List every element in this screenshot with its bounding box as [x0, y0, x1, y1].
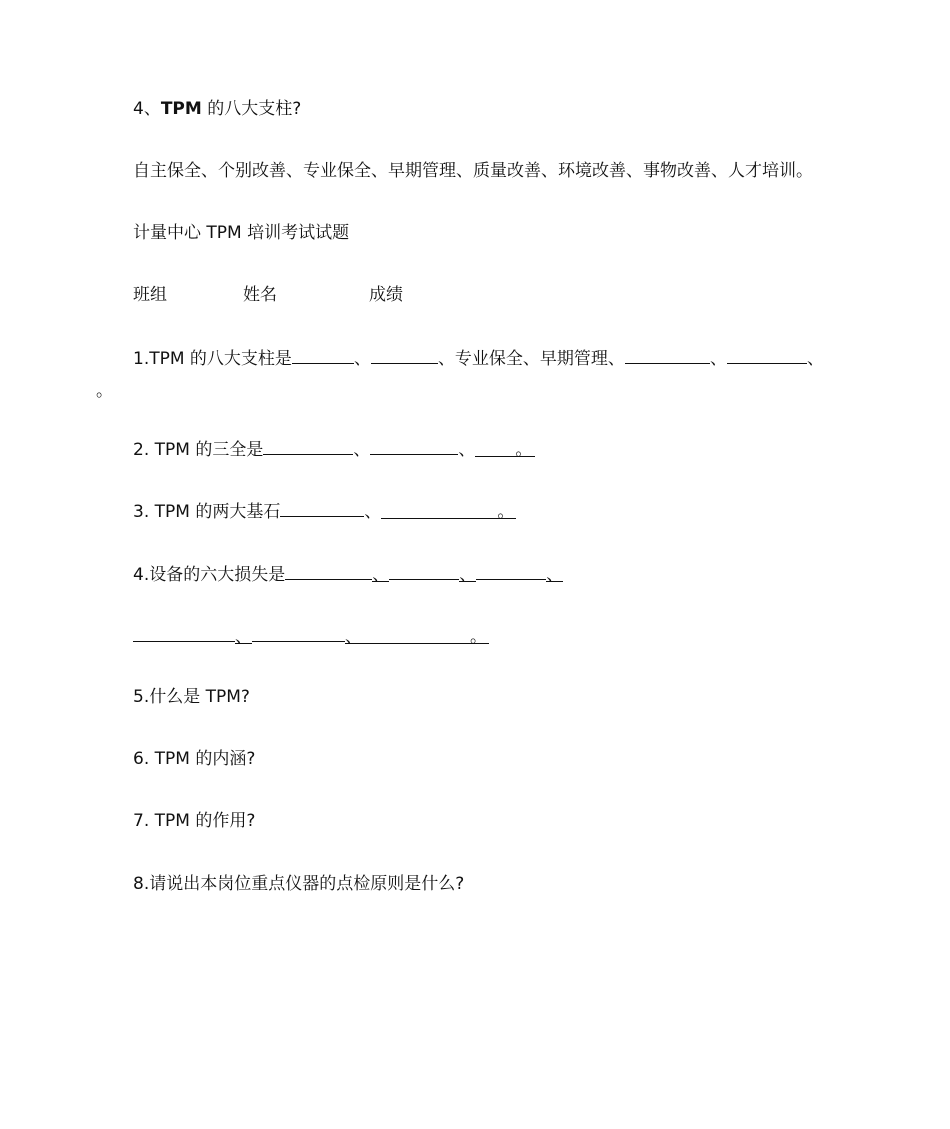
q4-sep-1: 、 [372, 565, 390, 585]
question-7: 7. TPM 的作用? [133, 811, 256, 831]
q4-blank-4[interactable] [133, 623, 235, 642]
question-2 [133, 436, 535, 462]
q1-sep-2: 、专业保全、早期管理、 [437, 349, 625, 369]
score-label: 成绩 [369, 285, 403, 305]
q4-prefix: 4.设备的六大损失是 [133, 565, 286, 585]
q4-blank-1[interactable] [285, 561, 372, 580]
q4-sep-4: 、 [235, 627, 252, 647]
q3-end: 。 [497, 502, 515, 522]
question-4-cont [133, 623, 489, 649]
q2-blank-2[interactable] [370, 436, 458, 455]
q4-sep-2: 、 [459, 565, 477, 585]
question-8: 8.请说出本岗位重点仪器的点检原则是什么? [133, 874, 465, 894]
question-5: 5.什么是 TPM? [133, 687, 250, 707]
q2-blank-3[interactable] [475, 438, 535, 460]
q4-blank-2[interactable] [389, 561, 459, 580]
q3-blank-1[interactable] [280, 498, 364, 517]
q2-sep-2: 、 [458, 440, 476, 460]
q4-blank-5[interactable] [252, 623, 345, 642]
q1-prefix: 1.TPM 的八大支柱是 [133, 349, 292, 369]
info-row [133, 283, 403, 307]
q4-header-bold: TPM [160, 99, 202, 119]
q1-blank-2[interactable] [371, 345, 438, 364]
q2-blank-1[interactable] [263, 436, 353, 455]
q4-sep-5: 、 [345, 627, 362, 647]
q2-prefix: 2. TPM 的三全是 [133, 440, 264, 460]
question-3 [133, 498, 516, 524]
q2-end: 。 [515, 440, 533, 460]
team-label: 班组 [133, 285, 167, 305]
q1-tail: 。 [96, 381, 113, 401]
question-6: 6. TPM 的内涵? [133, 749, 256, 769]
q4-answer: 自主保全、个别改善、专业保全、早期管理、质量改善、环境改善、事物改善、人才培训。 [133, 161, 813, 181]
name-label: 姓名 [243, 285, 277, 305]
question-1 [133, 345, 824, 371]
q4-blank-6[interactable] [362, 625, 489, 647]
q1-blank-3[interactable] [625, 345, 710, 364]
q3-prefix: 3. TPM 的两大基石 [133, 502, 281, 522]
q4-header-num: 4、 [133, 99, 161, 119]
question-4 [133, 561, 563, 587]
q3-sep-1: 、 [364, 502, 382, 522]
q1-blank-4[interactable] [727, 345, 807, 364]
q1-sep-4: 、 [806, 349, 824, 369]
q1-sep-3: 、 [709, 349, 727, 369]
q3-blank-2[interactable] [381, 500, 516, 522]
q4-sep-3: 、 [546, 565, 564, 585]
q4-end: 。 [470, 627, 487, 647]
q1-blank-1[interactable] [292, 345, 354, 364]
q2-sep-1: 、 [353, 440, 371, 460]
q4-blank-3[interactable] [476, 561, 546, 580]
exam-title: 计量中心 TPM 培训考试试题 [133, 223, 350, 243]
q4-header-rest: 的八大支柱? [201, 99, 302, 119]
q4-header [133, 97, 301, 121]
q1-sep-1: 、 [353, 349, 371, 369]
